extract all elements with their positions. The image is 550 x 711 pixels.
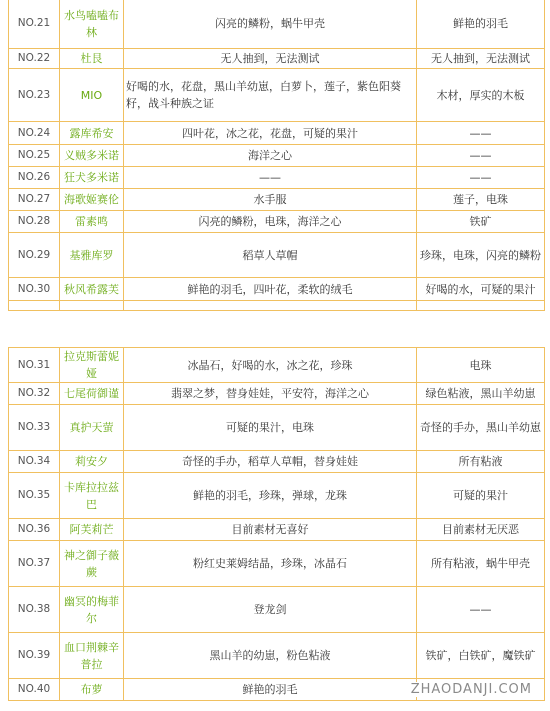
row-number: NO.29 [9,233,60,278]
character-name: 莉安夕 [60,451,124,473]
row-number: NO.27 [9,189,60,211]
character-name: 卡库拉拉兹巴 [60,473,124,519]
character-table-2 [8,347,545,701]
character-name: 狂犬多米诺 [60,167,124,189]
liked-items: 海洋之心 [124,145,417,167]
liked-items: 可疑的果汁，电珠 [124,405,417,451]
liked-items: 闪亮的鳞粉，蜗牛甲壳 [124,0,417,49]
table-row [9,189,545,211]
row-number: NO.37 [9,541,60,587]
liked-items: 鲜艳的羽毛 [124,679,417,701]
table-row-spacer [9,301,545,311]
gift-items: 珍珠，电珠，闪亮的鳞粉 [417,233,545,278]
character-name: 血口荆棘辛普拉 [60,633,124,679]
character-name: MIO [60,69,124,122]
gift-items: —— [417,587,545,633]
row-number: NO.33 [9,405,60,451]
character-name: 海歌姬赛伦 [60,189,124,211]
character-name: 秋风希露芙 [60,278,124,301]
liked-items: 冰晶石，好喝的水，冰之花，珍珠 [124,348,417,383]
gift-items: 可疑的果汁 [417,473,545,519]
character-table-1 [8,0,545,311]
character-name: 七尾荷御谨 [60,383,124,405]
table-row [9,405,545,451]
table-row [9,541,545,587]
row-number: NO.22 [9,49,60,69]
character-name: 基雅库罗 [60,233,124,278]
table-row [9,383,545,405]
row-number: NO.39 [9,633,60,679]
row-number: NO.40 [9,679,60,701]
table-row [9,233,545,278]
liked-items: 登龙剑 [124,587,417,633]
gift-items: 奇怪的手办，黑山羊幼崽 [417,405,545,451]
row-number: NO.36 [9,519,60,541]
character-name: 水鸟嗑嗑布林 [60,0,124,49]
table-row [9,473,545,519]
table-row [9,167,545,189]
site-watermark: ZHAODANJI.COM [407,682,536,697]
gift-items: 铁矿 [417,211,545,233]
gift-items: —— [417,145,545,167]
character-name: 雷素鸣 [60,211,124,233]
row-number: NO.24 [9,122,60,145]
table-row [9,587,545,633]
gift-items: 木材，厚实的木板 [417,69,545,122]
table-row [9,0,545,49]
gift-items: 电珠 [417,348,545,383]
row-number: NO.21 [9,0,60,49]
gift-items: 莲子，电珠 [417,189,545,211]
table-row [9,122,545,145]
gift-items: 铁矿，白铁矿，魔铁矿 [417,633,545,679]
spacer-cell [60,301,124,311]
table-gap [0,312,550,334]
liked-items: —— [124,167,417,189]
table-row [9,348,545,383]
gift-items: 所有粘液 [417,451,545,473]
row-number: NO.25 [9,145,60,167]
gift-items: 鲜艳的羽毛 [417,0,545,49]
character-name: 露库希安 [60,122,124,145]
table-row [9,69,545,122]
table-row [9,633,545,679]
gift-items: 绿色粘液，黑山羊幼崽 [417,383,545,405]
row-number: NO.32 [9,383,60,405]
liked-items: 鲜艳的羽毛，四叶花，柔软的绒毛 [124,278,417,301]
gift-items: 所有粘液，蜗牛甲壳 [417,541,545,587]
liked-items: 好喝的水，花盘，黑山羊幼崽，白萝卜，莲子，紫色阳葵籽，战斗种族之证 [124,69,417,122]
liked-items: 鲜艳的羽毛，珍珠，弹球，龙珠 [124,473,417,519]
liked-items: 黑山羊的幼崽，粉色粘液 [124,633,417,679]
gift-items: —— [417,122,545,145]
spacer-cell [124,301,417,311]
row-number: NO.26 [9,167,60,189]
character-name: 阿芙莉芒 [60,519,124,541]
character-name: 杜艮 [60,49,124,69]
liked-items: 目前素材无喜好 [124,519,417,541]
character-name: 布萝 [60,679,124,701]
table-row [9,211,545,233]
row-number: NO.38 [9,587,60,633]
liked-items: 无人抽到，无法测试 [124,49,417,69]
gift-items: —— [417,167,545,189]
character-name: 义贼多米诺 [60,145,124,167]
liked-items: 翡翠之梦，替身娃娃，平安符，海洋之心 [124,383,417,405]
row-number: NO.34 [9,451,60,473]
table-row [9,451,545,473]
row-number: NO.28 [9,211,60,233]
table-row [9,49,545,69]
character-name: 拉克斯蕾妮娅 [60,348,124,383]
spacer-cell [9,301,60,311]
table-row [9,519,545,541]
row-number: NO.30 [9,278,60,301]
liked-items: 水手服 [124,189,417,211]
table-row [9,145,545,167]
character-name: 真护天萤 [60,405,124,451]
gift-items: 无人抽到，无法测试 [417,49,545,69]
row-number: NO.31 [9,348,60,383]
gift-items: 好喝的水，可疑的果汁 [417,278,545,301]
row-number: NO.35 [9,473,60,519]
liked-items: 奇怪的手办，稻草人草帽，替身娃娃 [124,451,417,473]
liked-items: 闪亮的鳞粉，电珠，海洋之心 [124,211,417,233]
liked-items: 四叶花，冰之花，花盘，可疑的果汁 [124,122,417,145]
gift-items: 目前素材无厌恶 [417,519,545,541]
character-name: 幽冥的梅菲尔 [60,587,124,633]
spacer-cell [417,301,545,311]
liked-items: 粉红史莱姆结晶，珍珠，冰晶石 [124,541,417,587]
liked-items: 稻草人草帽 [124,233,417,278]
table-row [9,278,545,301]
character-name: 神之御子薇蕨 [60,541,124,587]
row-number: NO.23 [9,69,60,122]
